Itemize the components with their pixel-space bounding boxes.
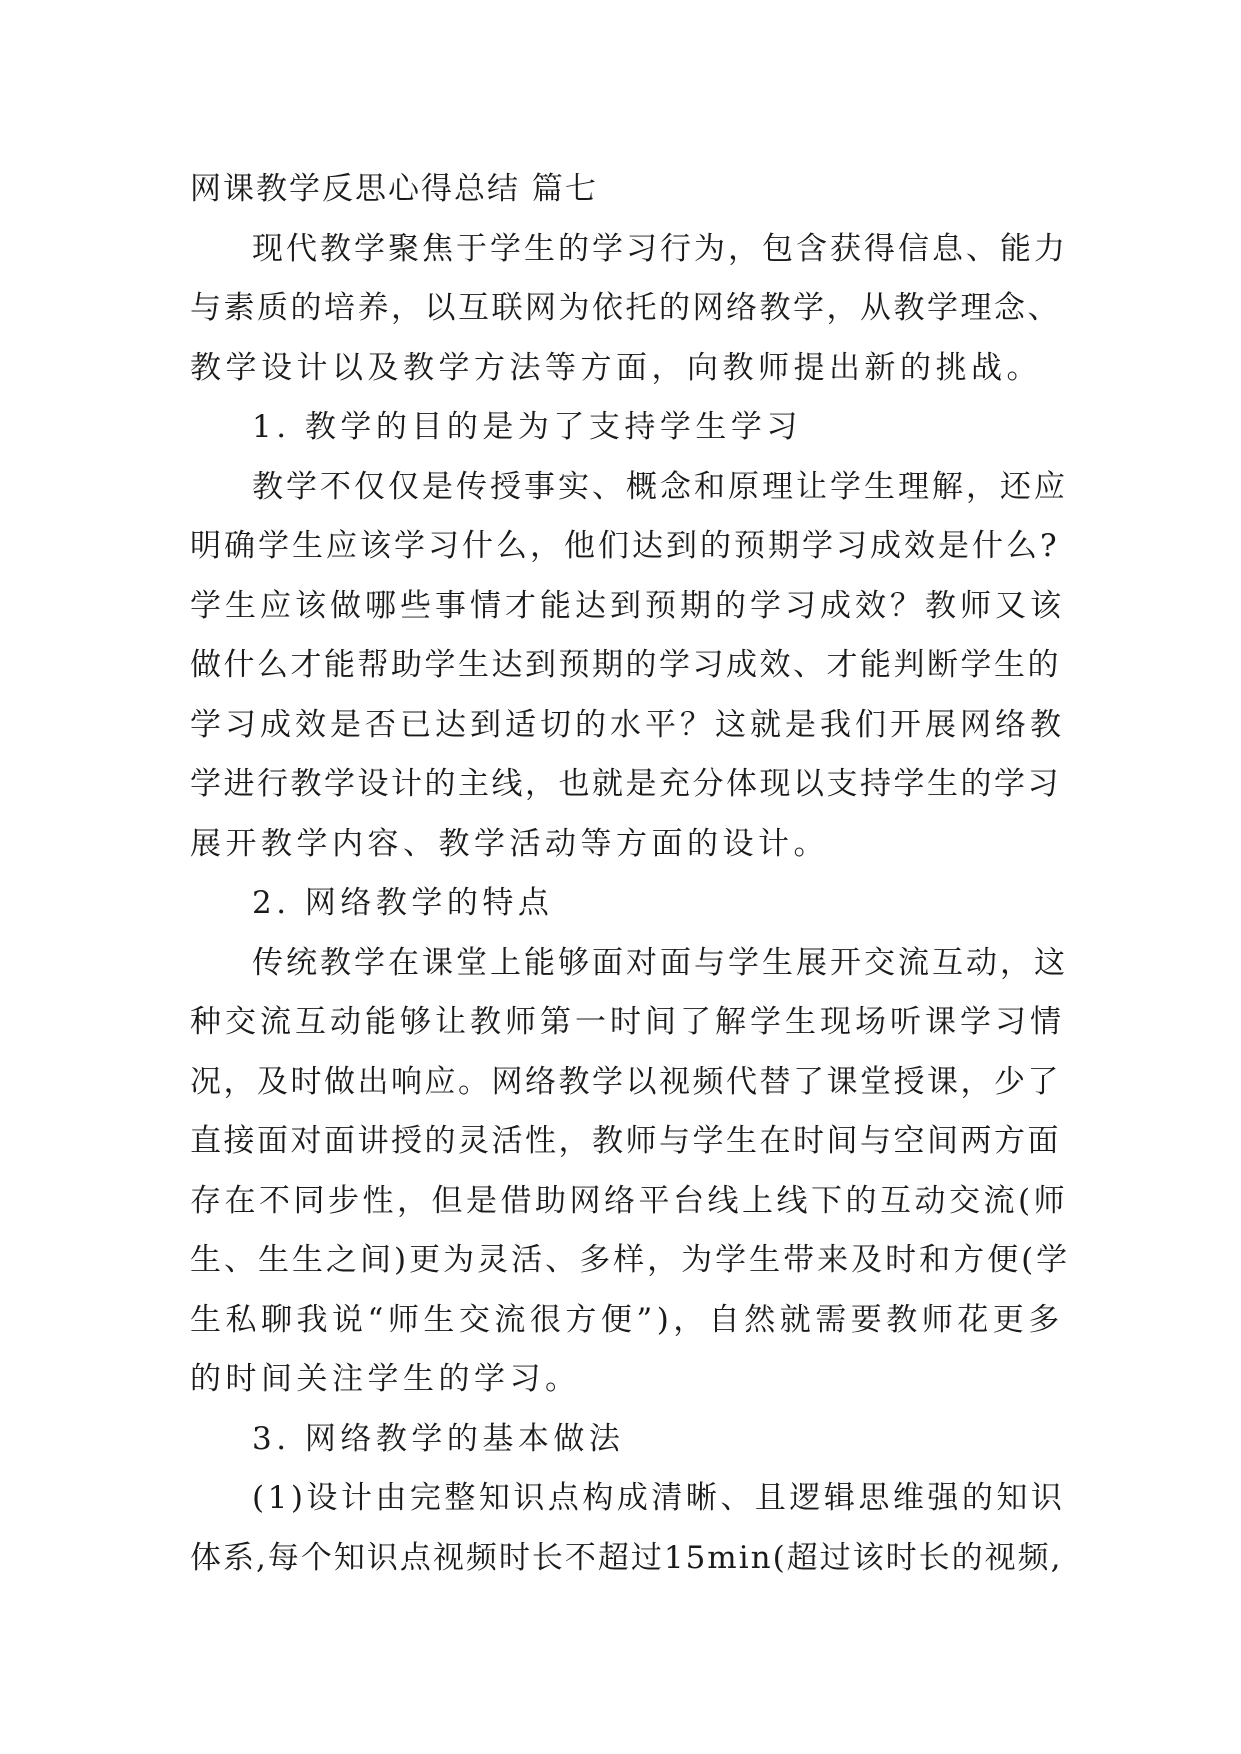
text-line: 生私聊我说“师生交流很方便”)，自然就需要教师花更多 (190, 1301, 1064, 1338)
text-line: 学习成效是否已达到适切的水平？这就是我们开展网络教 (190, 706, 1065, 743)
text-line: 做什么才能帮助学生达到预期的学习成效、才能判断学生的 (190, 647, 1061, 683)
text-line: 1. 教学的目的是为了支持学生学习 (252, 409, 802, 445)
document-title: 网课教学反思心得总结 篇七 (190, 171, 598, 207)
text-line: 传统教学在课堂上能够面对面与学生展开交流互动，这 (252, 944, 1068, 981)
text-line: 种交流互动能够让教师第一时间了解学生现场听课学习情 (190, 1004, 1065, 1040)
text-line: 现代教学聚焦于学生的学习行为，包含获得信息、能力 (252, 230, 1068, 267)
document-page (190, 160, 1070, 1588)
text-line: 体系,每个知识点视频时长不超过15min(超过该时长的视频, (190, 1539, 1063, 1576)
document-body (190, 220, 1070, 1589)
text-line: 3. 网络教学的基本做法 (252, 1420, 625, 1457)
text-line: 况，及时做出响应。网络教学以视频代替了课堂授课，少了 (190, 1063, 1061, 1100)
text-line: 2. 网络教学的特点 (252, 885, 554, 921)
text-line: 存在不同步性，但是借助网络平台线上线下的互动交流(师 (190, 1182, 1069, 1219)
text-line: 教学不仅仅是传授事实、概念和原理让学生理解，还应 (252, 468, 1068, 505)
text-line: 学进行教学设计的主线，也就是充分体现以支持学生的学习 (190, 766, 1061, 802)
text-line: 的时间关注学生的学习。 (190, 1361, 581, 1397)
text-line: 与素质的培养，以互联网为依托的网络教学，从教学理念、 (190, 290, 1061, 326)
text-line: (1)设计由完整知识点构成清晰、且逻辑思维强的知识 (252, 1480, 1066, 1516)
text-line: 生、生生之间)更为灵活、多样，为学生带来及时和方便(学 (190, 1242, 1071, 1278)
text-line: 教学设计以及教学方法等方面，向教师提出新的挑战。 (190, 349, 1042, 386)
text-line: 明确学生应该学习什么，他们达到的预期学习成效是什么? (190, 528, 1060, 564)
text-line: 学生应该做哪些事情才能达到预期的学习成效？教师又该 (190, 587, 1065, 624)
text-line: 直接面对面讲授的灵活性，教师与学生在时间与空间两方面 (190, 1123, 1061, 1159)
text-line: 展开教学内容、教学活动等方面的设计。 (190, 825, 829, 862)
